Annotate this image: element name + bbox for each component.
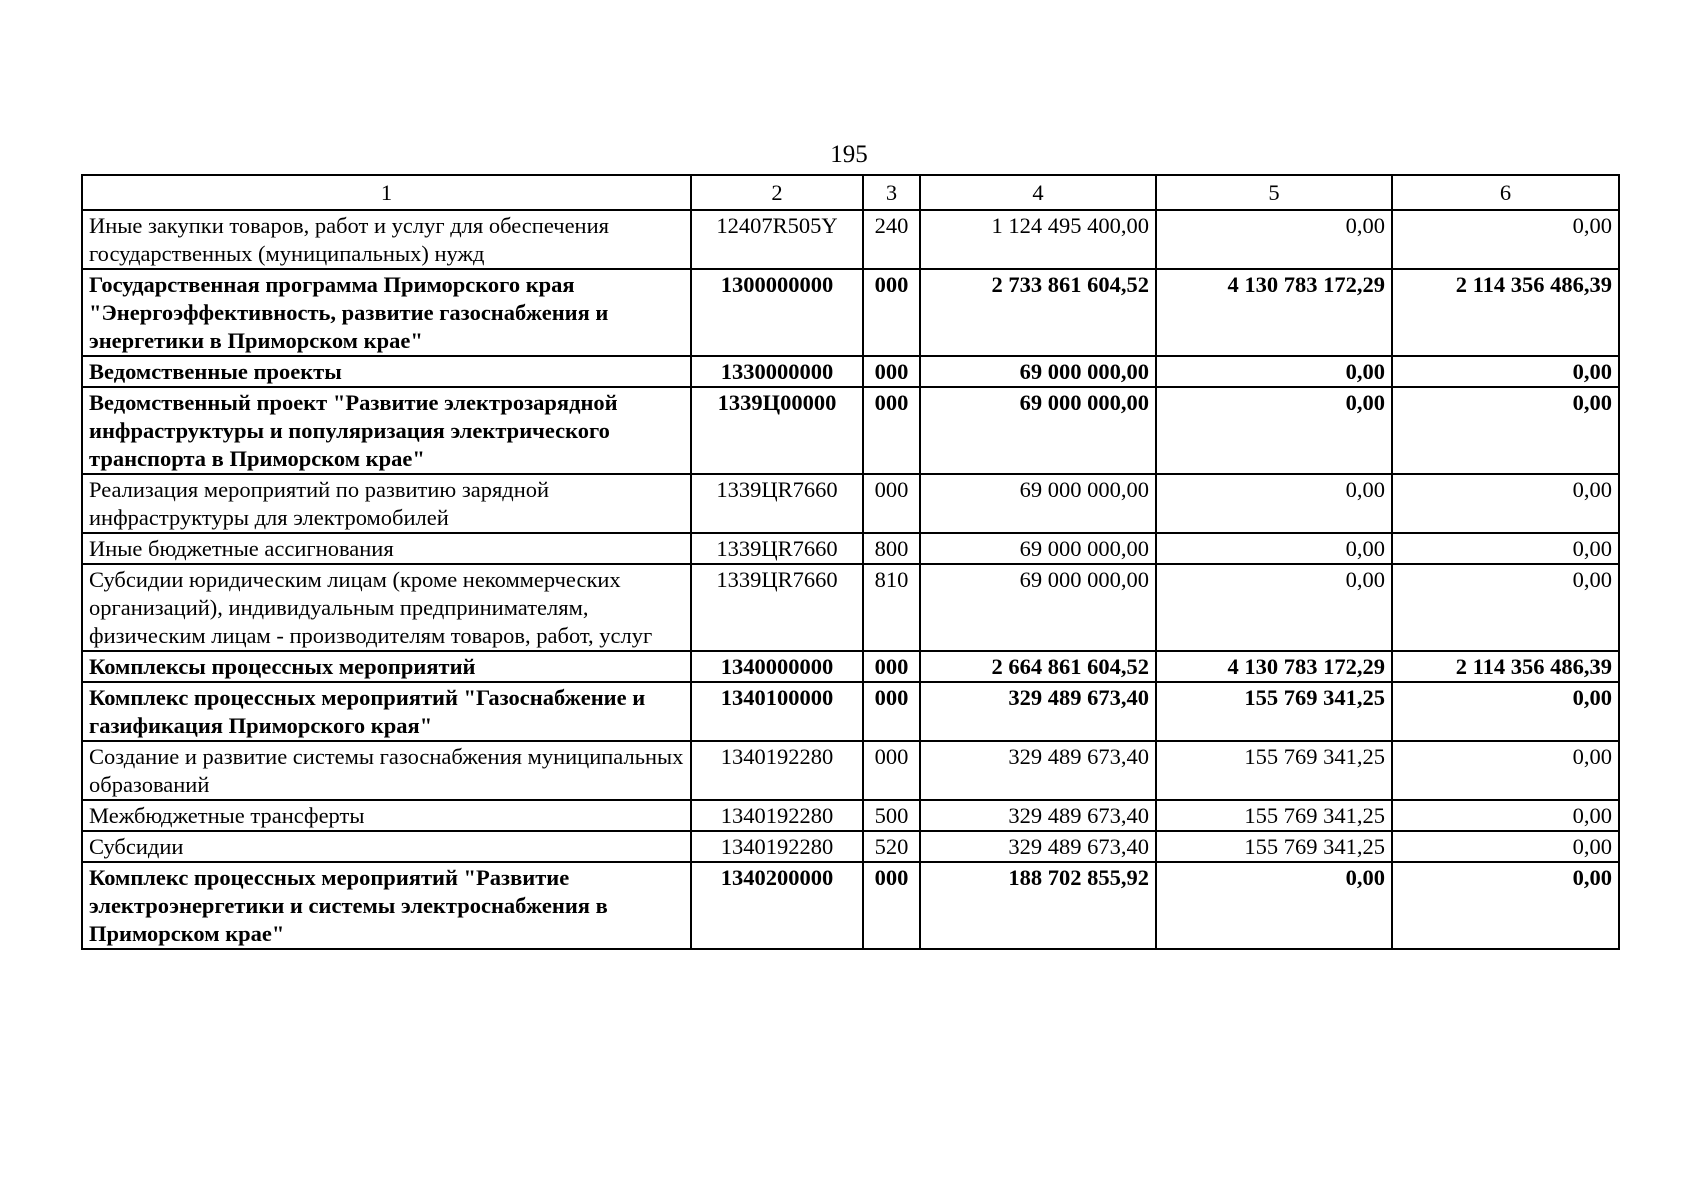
- row-name-cell: Ведомственный проект "Развитие электрозарядной инфраструктуры и популяризация электрического транспорта в Приморском крае": [82, 387, 691, 474]
- header-row: [82, 175, 1619, 210]
- page-number: 195: [830, 141, 868, 168]
- table-row: [82, 831, 1619, 862]
- row-value-col5-cell: 0,00: [1156, 564, 1392, 651]
- column-header: 1: [82, 175, 691, 210]
- row-value-col5-cell: 155 769 341,25: [1156, 831, 1392, 862]
- table-row: [82, 533, 1619, 564]
- row-code-cell: 1339Ц00000: [691, 387, 863, 474]
- row-name-cell: Комплекс процессных мероприятий "Развитие электроэнергетики и системы электроснабжения в Приморском крае": [82, 862, 691, 949]
- row-value-col6-cell: 0,00: [1392, 682, 1619, 741]
- row-value-col5-cell: 155 769 341,25: [1156, 741, 1392, 800]
- row-type-cell: 800: [863, 533, 920, 564]
- row-value-col5-cell: 0,00: [1156, 474, 1392, 533]
- row-name-cell: Ведомственные проекты: [82, 356, 691, 387]
- table-row: [82, 564, 1619, 651]
- row-type-cell: 000: [863, 862, 920, 949]
- row-name-cell: Реализация мероприятий по развитию зарядной инфраструктуры для электромобилей: [82, 474, 691, 533]
- row-type-cell: 810: [863, 564, 920, 651]
- row-type-cell: 000: [863, 651, 920, 682]
- row-code-cell: 1340192280: [691, 800, 863, 831]
- row-type-cell: 000: [863, 269, 920, 356]
- row-value-col6-cell: 0,00: [1392, 533, 1619, 564]
- row-value-col5-cell: 155 769 341,25: [1156, 682, 1392, 741]
- row-value-col5-cell: 4 130 783 172,29: [1156, 651, 1392, 682]
- row-value-col4-cell: 2 733 861 604,52: [920, 269, 1156, 356]
- row-name-cell: Субсидии: [82, 831, 691, 862]
- row-value-col4-cell: 329 489 673,40: [920, 800, 1156, 831]
- row-code-cell: 1340100000: [691, 682, 863, 741]
- row-code-cell: 12407R505Y: [691, 210, 863, 269]
- row-value-col4-cell: 2 664 861 604,52: [920, 651, 1156, 682]
- row-name-cell: Субсидии юридическим лицам (кроме некоммерческих организаций), индивидуальным предпринимателям, физическим лицам - производителям товаров, работ, услуг: [82, 564, 691, 651]
- row-name-cell: Иные бюджетные ассигнования: [82, 533, 691, 564]
- table-row: [82, 356, 1619, 387]
- row-name-cell: Государственная программа Приморского края "Энергоэффективность, развитие газоснабжения и энергетики в Приморском крае": [82, 269, 691, 356]
- row-value-col4-cell: 69 000 000,00: [920, 387, 1156, 474]
- row-value-col4-cell: 69 000 000,00: [920, 474, 1156, 533]
- row-type-cell: 000: [863, 356, 920, 387]
- row-code-cell: 1339ЦR7660: [691, 533, 863, 564]
- column-header: 4: [920, 175, 1156, 210]
- row-value-col5-cell: 0,00: [1156, 210, 1392, 269]
- table-row: [82, 269, 1619, 356]
- row-type-cell: 500: [863, 800, 920, 831]
- row-type-cell: 520: [863, 831, 920, 862]
- row-code-cell: 1340200000: [691, 862, 863, 949]
- row-value-col5-cell: 0,00: [1156, 862, 1392, 949]
- row-value-col4-cell: 188 702 855,92: [920, 862, 1156, 949]
- table-row: [82, 800, 1619, 831]
- row-code-cell: 1339ЦR7660: [691, 564, 863, 651]
- row-value-col4-cell: 1 124 495 400,00: [920, 210, 1156, 269]
- row-value-col5-cell: 155 769 341,25: [1156, 800, 1392, 831]
- row-value-col5-cell: 0,00: [1156, 533, 1392, 564]
- row-value-col4-cell: 329 489 673,40: [920, 682, 1156, 741]
- column-header: 2: [691, 175, 863, 210]
- row-code-cell: 1340192280: [691, 831, 863, 862]
- row-value-col6-cell: 2 114 356 486,39: [1392, 651, 1619, 682]
- row-value-col6-cell: 0,00: [1392, 741, 1619, 800]
- row-code-cell: 1339ЦR7660: [691, 474, 863, 533]
- row-name-cell: Создание и развитие системы газоснабжения муниципальных образований: [82, 741, 691, 800]
- row-value-col6-cell: 0,00: [1392, 831, 1619, 862]
- row-value-col5-cell: 0,00: [1156, 356, 1392, 387]
- row-code-cell: 1340000000: [691, 651, 863, 682]
- row-value-col6-cell: 0,00: [1392, 210, 1619, 269]
- row-type-cell: 000: [863, 682, 920, 741]
- row-value-col4-cell: 329 489 673,40: [920, 831, 1156, 862]
- table-row: [82, 474, 1619, 533]
- row-value-col4-cell: 69 000 000,00: [920, 564, 1156, 651]
- row-value-col5-cell: 0,00: [1156, 387, 1392, 474]
- row-code-cell: 1330000000: [691, 356, 863, 387]
- row-value-col4-cell: 329 489 673,40: [920, 741, 1156, 800]
- row-value-col6-cell: 0,00: [1392, 800, 1619, 831]
- row-value-col6-cell: 0,00: [1392, 474, 1619, 533]
- budget-table: [81, 174, 1620, 950]
- row-value-col6-cell: 0,00: [1392, 862, 1619, 949]
- row-value-col6-cell: 0,00: [1392, 387, 1619, 474]
- row-type-cell: 000: [863, 474, 920, 533]
- row-value-col4-cell: 69 000 000,00: [920, 356, 1156, 387]
- table-row: [82, 387, 1619, 474]
- row-name-cell: Иные закупки товаров, работ и услуг для обеспечения государственных (муниципальных) нужд: [82, 210, 691, 269]
- row-value-col6-cell: 0,00: [1392, 564, 1619, 651]
- row-code-cell: 1340192280: [691, 741, 863, 800]
- table-row: [82, 741, 1619, 800]
- table-row: [82, 682, 1619, 741]
- column-header: 5: [1156, 175, 1392, 210]
- row-value-col4-cell: 69 000 000,00: [920, 533, 1156, 564]
- row-type-cell: 000: [863, 387, 920, 474]
- row-value-col6-cell: 2 114 356 486,39: [1392, 269, 1619, 356]
- row-name-cell: Комплексы процессных мероприятий: [82, 651, 691, 682]
- column-header: 6: [1392, 175, 1619, 210]
- row-name-cell: Комплекс процессных мероприятий "Газоснабжение и газификация Приморского края": [82, 682, 691, 741]
- row-code-cell: 1300000000: [691, 269, 863, 356]
- table-body: [82, 210, 1619, 949]
- row-name-cell: Межбюджетные трансферты: [82, 800, 691, 831]
- row-value-col6-cell: 0,00: [1392, 356, 1619, 387]
- table-row: [82, 651, 1619, 682]
- table-row: [82, 210, 1619, 269]
- table-row: [82, 862, 1619, 949]
- column-header: 3: [863, 175, 920, 210]
- row-type-cell: 240: [863, 210, 920, 269]
- row-value-col5-cell: 4 130 783 172,29: [1156, 269, 1392, 356]
- row-type-cell: 000: [863, 741, 920, 800]
